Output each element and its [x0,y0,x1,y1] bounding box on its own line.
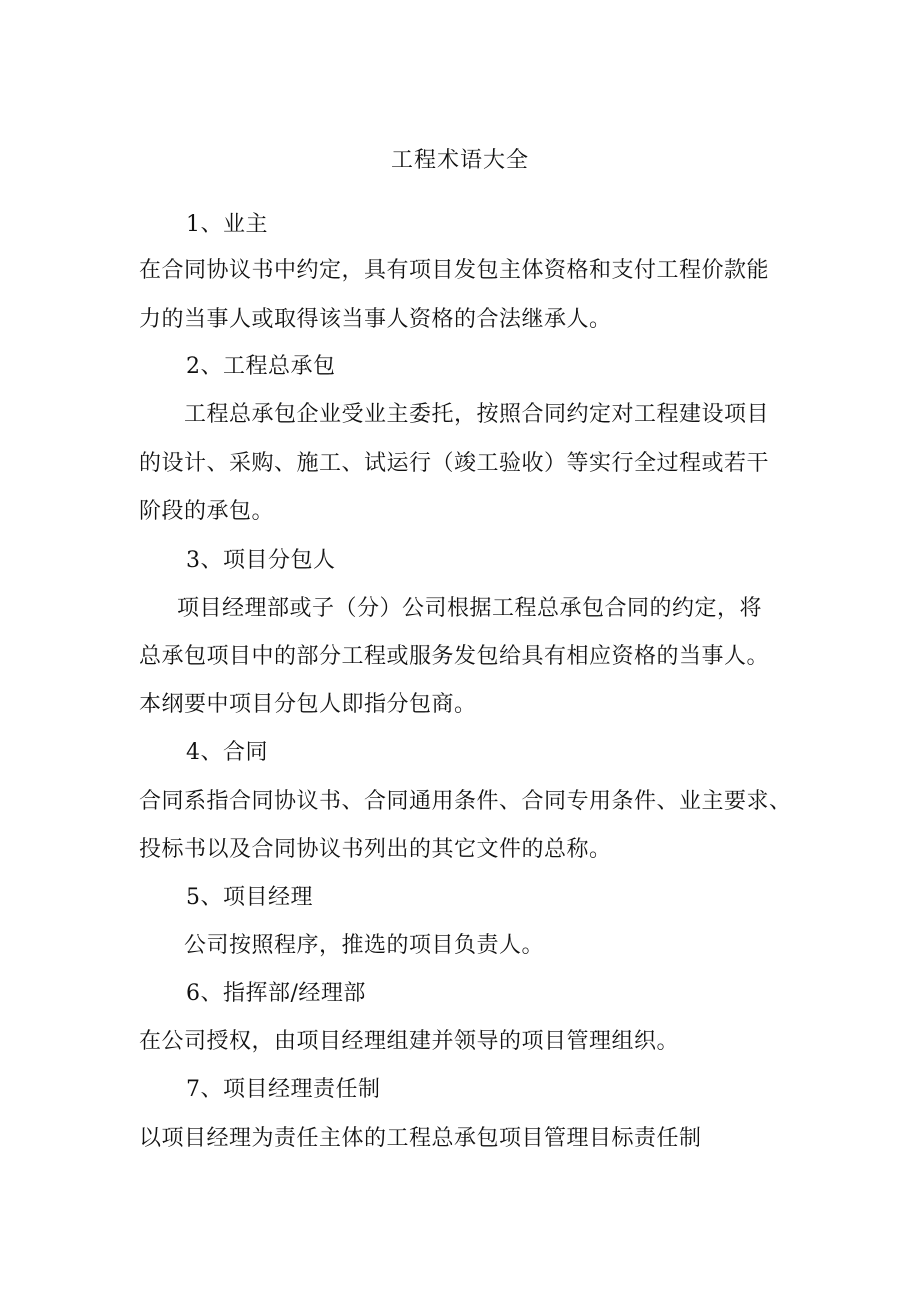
section-text-3-line-1: 项目经理部或子（分）公司根据工程总承包合同的约定，将 [177,596,763,621]
section-heading-4: 4、合同 [186,740,268,765]
section-text-7-line-1: 以项目经理为责任主体的工程总承包项目管理目标责任制 [139,1126,702,1151]
page-title: 工程术语大全 [390,148,529,173]
section-heading-7: 7、项目经理责任制 [186,1077,381,1102]
section-text-3-line-2: 总承包项目中的部分工程或服务发包给具有相应资格的当事人。 [139,644,770,669]
section-text-1-line-1: 在合同协议书中约定，具有项目发包主体资格和支付工程价款能 [139,258,770,283]
section-heading-1: 1、业主 [186,212,268,237]
section-text-6-line-1: 在公司授权，由项目经理组建并领导的项目管理组织。 [139,1029,680,1054]
section-text-4-line-1: 合同系指合同协议书、合同通用条件、合同专用条件、业主要求、 [139,789,792,814]
section-text-1-line-2: 力的当事人或取得该当事人资格的合法继承人。 [139,307,612,332]
section-heading-5: 5、项目经理 [186,885,313,910]
section-text-2-line-1: 工程总承包企业受业主委托，按照合同约定对工程建设项目 [184,402,770,427]
section-heading-2: 2、工程总承包 [186,354,336,379]
section-text-2-line-2: 的设计、采购、施工、试运行（竣工验收）等实行全过程或若干 [139,451,770,476]
section-heading-3: 3、项目分包人 [186,548,336,573]
section-text-3-line-3: 本纲要中项目分包人即指分包商。 [139,692,477,717]
section-heading-6: 6、指挥部/经理部 [186,981,366,1006]
section-text-4-line-2: 投标书以及合同协议书列出的其它文件的总称。 [139,837,612,862]
section-text-5-line-1: 公司按照程序，推选的项目负责人。 [184,933,545,958]
section-text-2-line-3: 阶段的承包。 [139,499,275,524]
